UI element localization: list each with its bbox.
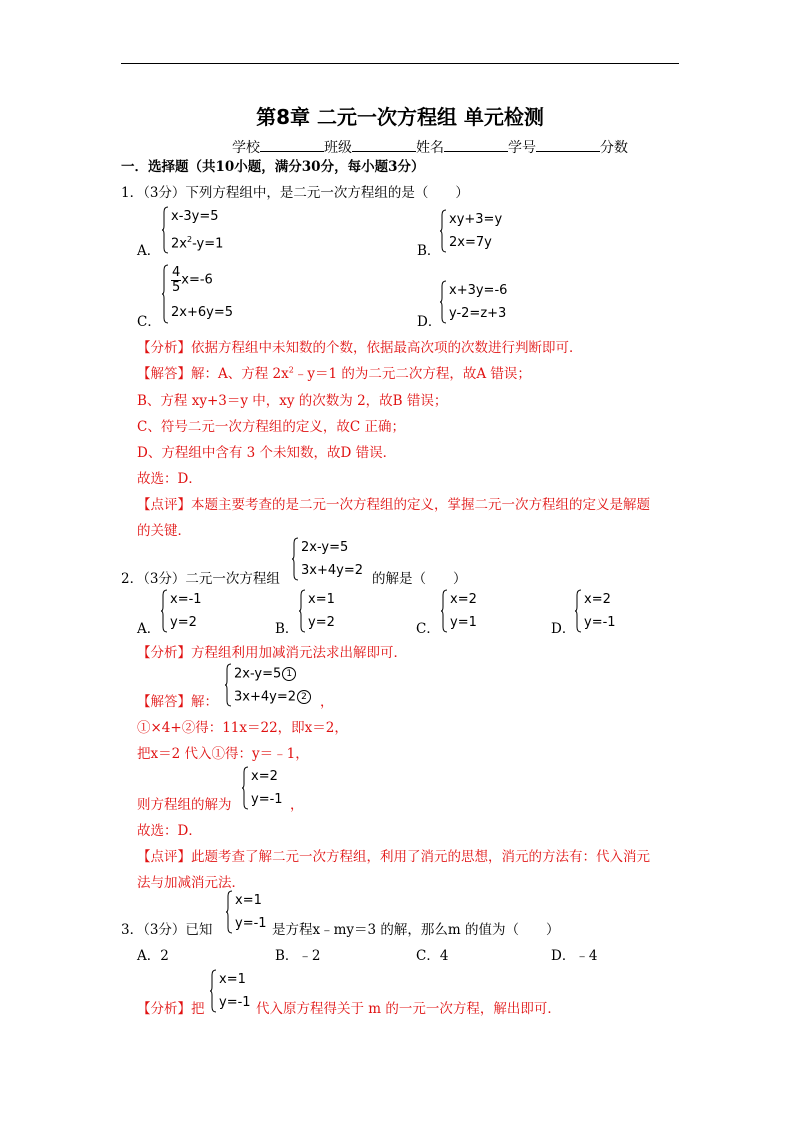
q1-option-c-system: $\frac{4}{5}$ x=-6 2x+6y=5 <box>162 264 272 324</box>
q1-answer-line3: C、符号二元一次方程组的定义，故C 正确； <box>137 419 405 435</box>
q1-stem: 1．（3分）下列方程组中，是二元一次方程组的是（ ） <box>121 185 469 201</box>
q2-option-d-system: x=2 y=-1 <box>575 589 645 633</box>
q2-step2: 把x＝2 代入①得：y＝﹣1， <box>137 746 309 762</box>
q1-option-b-system: xy+3=y 2x=7y <box>440 209 530 253</box>
q1-option-d-system: x+3y=-6 y-2=z+3 <box>440 280 540 324</box>
brace-icon <box>440 280 446 324</box>
brace-icon <box>575 589 581 633</box>
q2-comment-line1: 【点评】此题考查了解二元一次方程组，利用了消元的思想，消元的方法有：代入消元 <box>137 849 650 865</box>
number-blank[interactable] <box>536 139 600 152</box>
q3-system: x=1 y=-1 <box>226 890 282 934</box>
score-label: 分数 <box>600 140 628 156</box>
q1-option-b-label: B． <box>417 243 441 259</box>
q3-option-d: D．﹣4 <box>551 948 598 964</box>
q2-option-a-system: x=-1 y=2 <box>161 589 221 633</box>
school-label: 学校 <box>232 140 260 156</box>
q1-answer-line2: B、方程 xy+3＝y 中，xy 的次数为 2，故B 错误； <box>137 393 448 409</box>
q1-analysis: 【分析】依据方程组中未知数的个数，依据最高次项的次数进行判断即可． <box>137 340 583 356</box>
q2-step3-a: 则方程组的解为 <box>137 797 232 813</box>
q3-analysis-b: 代入原方程得关于 m 的一元一次方程，解出即可． <box>256 1001 561 1017</box>
q3-option-c: C．4 <box>416 948 449 964</box>
brace-icon <box>162 206 168 254</box>
q3-analysis-system: x=1 y=-1 <box>210 969 266 1013</box>
q2-choose: 故选：D． <box>137 823 202 839</box>
brace-icon <box>242 766 248 810</box>
number-label: 学号 <box>508 140 536 156</box>
page-title: 第8章 二元一次方程组 单元检测 <box>256 105 544 129</box>
q1-comment-line2: 的关键． <box>137 523 191 539</box>
brace-icon <box>292 537 298 581</box>
q2-stem-a: 2．（3分）二元一次方程组 <box>121 571 280 587</box>
q3-analysis-a: 【分析】把 <box>137 1001 205 1017</box>
brace-icon <box>161 589 167 633</box>
q1-answer-line1: 【解答】解：A、方程 $2x^2﹣y=1$ 的为二元二次方程，故A 错误； <box>137 365 531 382</box>
class-blank[interactable] <box>352 139 416 152</box>
school-blank[interactable] <box>260 139 324 152</box>
q2-step3-b: ， <box>290 797 304 813</box>
brace-icon <box>299 589 305 633</box>
q2-option-c-system: x=2 y=1 <box>441 589 501 633</box>
name-label: 姓名 <box>416 140 444 156</box>
q2-option-a-label: A． <box>137 621 161 637</box>
q1-option-a-system: x-3y=5 $2x^2-y=1$ <box>162 206 272 254</box>
brace-icon <box>226 890 232 934</box>
q2-answer-system: 2x-y=5 1 3x+4y=2 2 <box>225 663 325 707</box>
name-blank[interactable] <box>444 139 508 152</box>
q2-option-d-label: D． <box>551 621 576 637</box>
q2-answer-label: 【解答】解： <box>137 694 218 710</box>
q1-answer-line4: D、方程组中含有 3 个未知数，故D 错误． <box>137 445 397 461</box>
q2-step1: ①×4+②得：11x＝22，即x＝2， <box>137 720 348 736</box>
brace-icon <box>441 589 447 633</box>
q2-system: 2x-y=5 3x+4y=2 <box>292 537 372 581</box>
q1-comment-line1: 【点评】本题主要考查的是二元一次方程组的定义，掌握二元一次方程组的定义是解题 <box>137 497 650 513</box>
brace-icon <box>210 969 216 1013</box>
brace-icon <box>440 209 446 253</box>
q2-option-c-label: C． <box>416 621 440 637</box>
brace-icon <box>162 264 168 324</box>
q2-option-b-system: x=1 y=2 <box>299 589 359 633</box>
q3-stem-a: 3．（3分）已知 <box>121 922 213 938</box>
brace-icon <box>225 663 231 707</box>
section-heading: 一．选择题（共10小题，满分30分，每小题3分） <box>121 159 425 175</box>
q1-option-a-label: A． <box>137 243 161 259</box>
student-info-line <box>232 137 628 157</box>
q1-option-c-label: C． <box>137 314 161 330</box>
q3-option-a: A．2 <box>137 948 169 964</box>
q2-comment-line2: 法与加减消元法． <box>137 875 245 891</box>
class-label: 班级 <box>324 140 352 156</box>
q3-option-b: B．﹣2 <box>275 948 321 964</box>
q2-analysis: 【分析】方程组利用加减消元法求出解即可． <box>137 645 407 661</box>
q2-option-b-label: B． <box>275 621 299 637</box>
q2-solution-system: x=2 y=-1 <box>242 766 302 810</box>
q2-stem-b: 的解是（ ） <box>372 571 467 587</box>
q3-stem-b: 是方程x﹣my＝3 的解，那么m 的值为（ ） <box>272 922 560 938</box>
q1-choose: 故选：D． <box>137 471 202 487</box>
q2-answer-comma: ， <box>320 694 334 710</box>
q1-option-d-label: D． <box>417 314 442 330</box>
top-rule <box>121 63 679 64</box>
